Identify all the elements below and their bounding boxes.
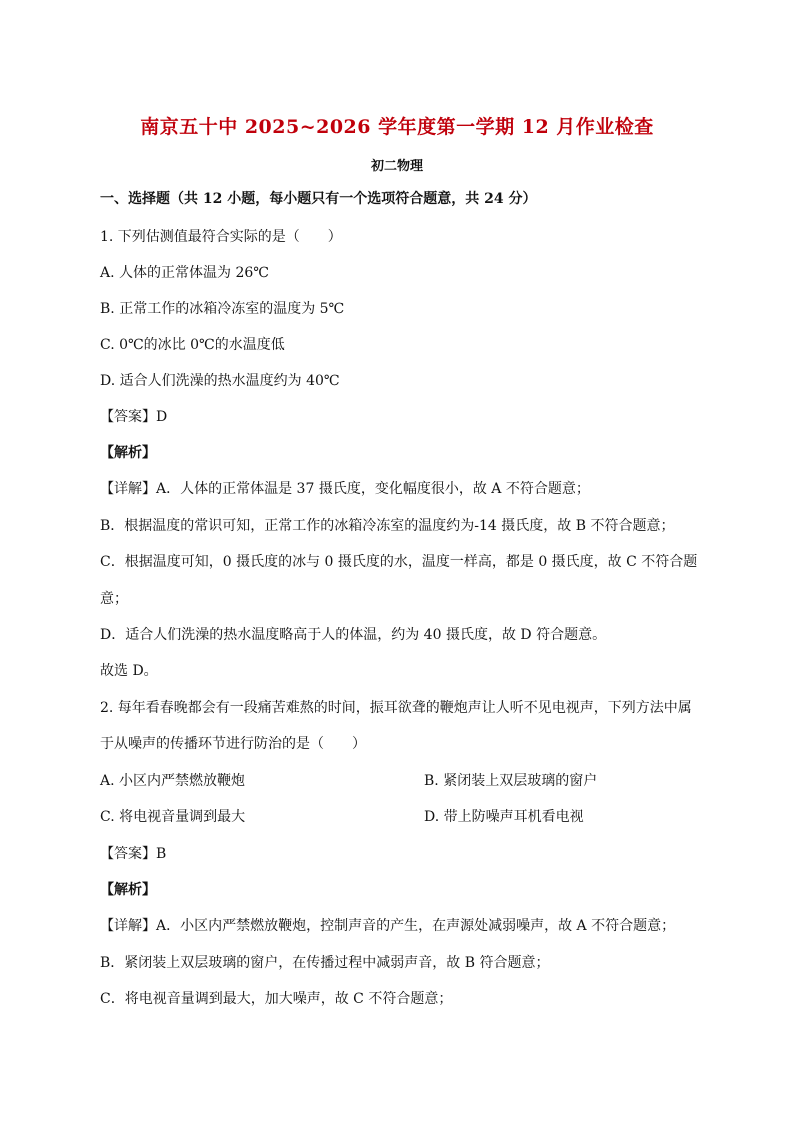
q1-detail-line: 故选 D。 [100,663,158,679]
q1-detail-line: D．适合人们洗澡的热水温度略高于人的体温，约为 40 摄氏度，故 D 符合题意。 [100,627,607,643]
page-title: 南京五十中 2025~2026 学年度第一学期 12 月作业检查 [140,116,654,138]
q1-option-c: C. 0℃的冰比 0℃的水温度低 [100,337,285,353]
q1-option-a: A. 人体的正常体温为 26℃ [100,265,269,281]
q1-analysis-label: 【解析】 [100,445,156,461]
q2-option-d: D. 带上防噪声耳机看电视 [424,809,584,825]
q1-option-d: D. 适合人们洗澡的热水温度约为 40℃ [100,373,340,389]
q2-detail-line: C．将电视音量调到最大，加大噪声，故 C 不符合题意； [100,991,453,1007]
q2-answer: 【答案】B [100,846,167,862]
q2-stem-line: 2. 每年看春晚都会有一段痛苦难熬的时间，振耳欲聋的鞭炮声让人听不见电视声，下列方法中属 [100,700,692,716]
q2-option-c: C. 将电视音量调到最大 [100,809,246,825]
q1-detail-line: 【详解】A．人体的正常体温是 37 摄氏度，变化幅度很小，故 A 不符合题意； [100,481,590,497]
q1-answer: 【答案】D [100,409,168,425]
q1-detail-line: C．根据温度可知，0 摄氏度的冰与 0 摄氏度的水，温度一样高，都是 0 摄氏度，故 C 不符合题 [100,554,698,570]
q1-detail-line: B．根据温度的常识可知，正常工作的冰箱冷冻室的温度约为-14 摄氏度，故 B 不符合题意； [100,518,675,534]
q2-option-a: A. 小区内严禁燃放鞭炮 [100,773,246,789]
q2-option-b: B. 紧闭装上双层玻璃的窗户 [424,773,598,789]
q1-option-b: B. 正常工作的冰箱冷冻室的温度为 5℃ [100,301,345,317]
page-subtitle: 初二物理 [370,159,423,174]
q2-stem-line: 于从噪声的传播环节进行防治的是（ ） [100,736,366,752]
q2-detail-line: B．紧闭装上双层玻璃的窗户，在传播过程中减弱声音，故 B 符合题意； [100,955,550,971]
q1-stem: 1. 下列估测值最符合实际的是（ ） [100,229,342,245]
q2-analysis-label: 【解析】 [100,882,156,898]
q1-detail-line: 意； [100,591,128,607]
section-heading: 一、选择题（共 12 小题，每小题只有一个选项符合题意，共 24 分） [100,191,537,207]
q2-detail-line: 【详解】A．小区内严禁燃放鞭炮，控制声音的产生，在声源处减弱噪声，故 A 不符合题意； [100,918,676,934]
